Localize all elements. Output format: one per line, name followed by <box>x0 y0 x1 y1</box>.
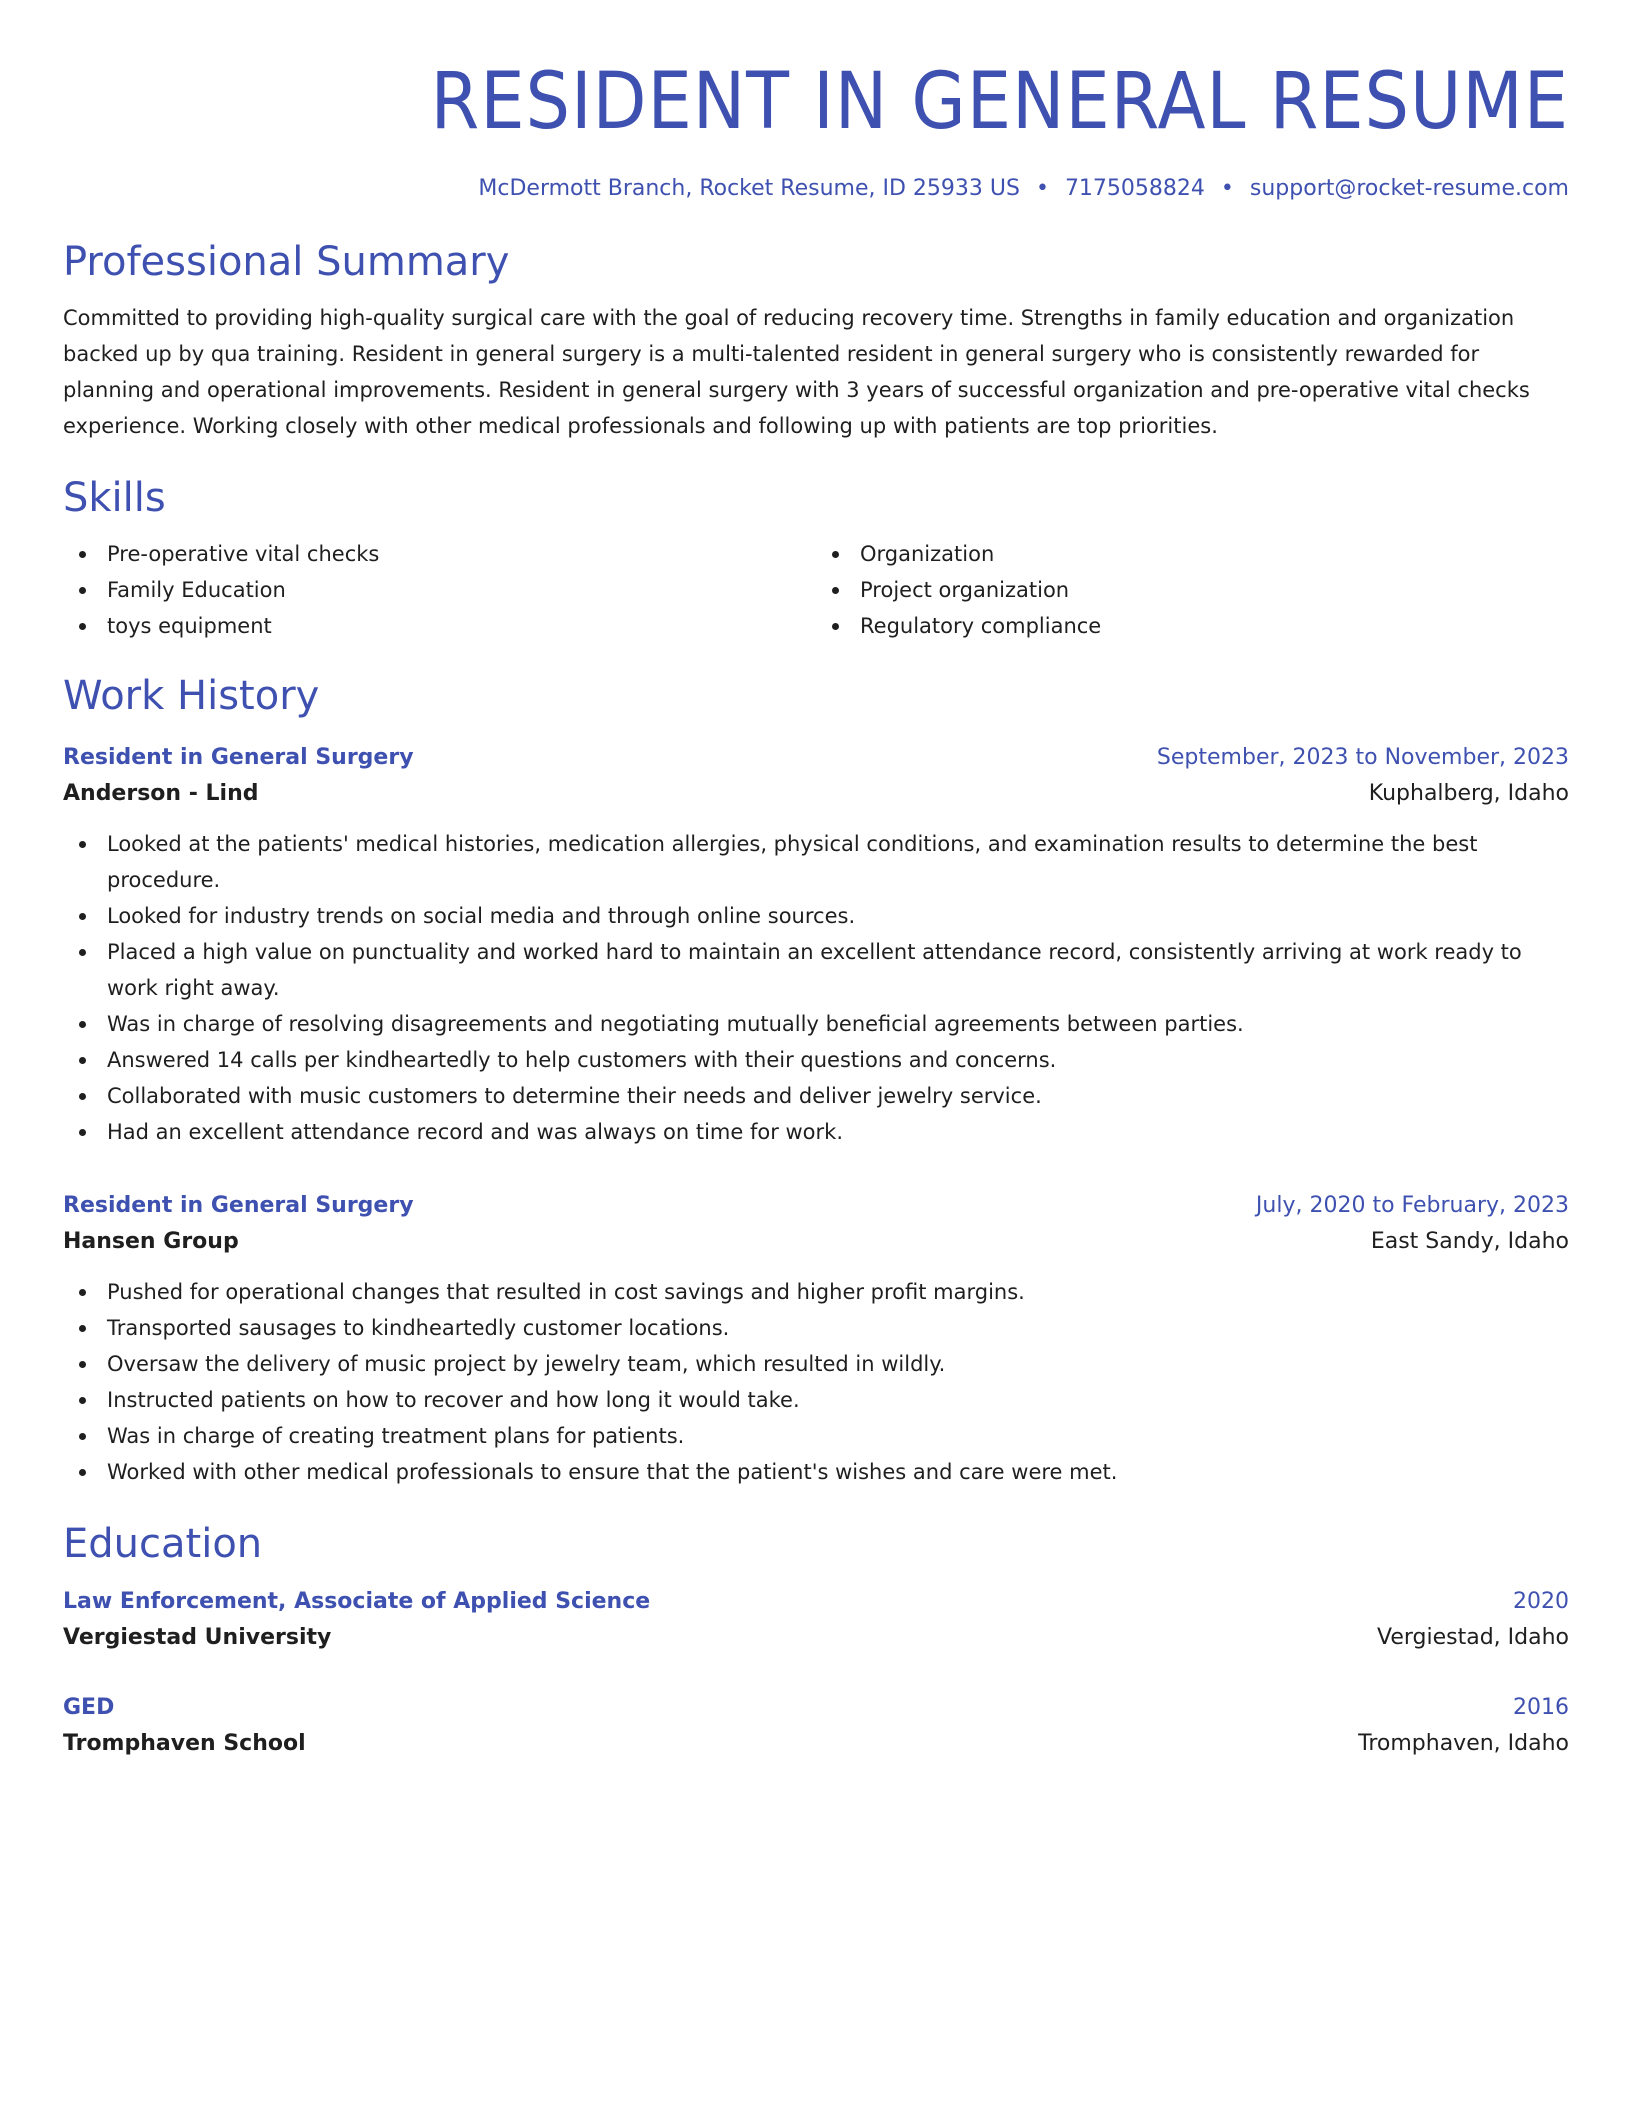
education-year: 2016 <box>1513 1695 1569 1720</box>
job-duty: Collaborated with music customers to determine their needs and deliver jewelry service. <box>63 1078 1569 1114</box>
job-employer-row <box>63 1224 1569 1260</box>
contact-address: McDermott Branch, Rocket Resume, ID 25933 US <box>478 176 1020 201</box>
education-degree-row <box>63 1584 1569 1620</box>
job-location: Kuphalberg, Idaho <box>1368 781 1569 806</box>
work-history-section <box>63 670 1569 1490</box>
job-duty: Looked at the patients' medical histories, medication allergies, physical conditions, and examination results to determine the best procedure. <box>63 826 1569 898</box>
skills-section <box>63 472 1569 644</box>
resume-header <box>63 52 1569 204</box>
job-duty: Oversaw the delivery of music project by jewelry team, which resulted in wildly. <box>63 1346 1569 1382</box>
job-duty: Worked with other medical professionals to ensure that the patient's wishes and care were met. <box>63 1454 1569 1490</box>
resume-title: RESIDENT IN GENERAL RESUME <box>430 57 1570 147</box>
summary-text: Committed to providing high-quality surgical care with the goal of reducing recovery time. Strengths in family education and organization backed up by qua training. Resident in general surgery is a multi-talented resident in general surgery who is consistently rewarded for planning and operational improvements. Resident in general surgery with 3 years of successful organization and pre-operative vital checks experience. Working closely with other medical professionals and following up with patients are top priorities. <box>63 306 1530 438</box>
job-duty: Placed a high value on punctuality and worked hard to maintain an excellent attendance record, consistently arriving at work ready to work right away. <box>63 934 1569 1006</box>
education-degree-row <box>63 1690 1569 1726</box>
education-school-row <box>63 1620 1569 1656</box>
contact-phone: 7175058824 <box>1064 176 1205 201</box>
contact-email: support@rocket-resume.com <box>1249 176 1569 201</box>
education-location: Tromphaven, Idaho <box>1358 1731 1569 1756</box>
education-entry <box>63 1584 1569 1656</box>
job-duty: Answered 14 calls per kindheartedly to help customers with their questions and concerns. <box>63 1042 1569 1078</box>
job-duty: Instructed patients on how to recover and how long it would take. <box>63 1382 1569 1418</box>
education-degree: Law Enforcement, Associate of Applied Science <box>63 1589 651 1614</box>
job-dates: September, 2023 to November, 2023 <box>1156 745 1569 770</box>
job-duties-list <box>63 1274 1569 1490</box>
job-duty: Pushed for operational changes that resulted in cost savings and higher profit margins. <box>63 1274 1569 1310</box>
skills-list-right <box>816 536 1569 644</box>
job-duty: Had an excellent attendance record and was always on time for work. <box>63 1114 1569 1150</box>
job-duty: Was in charge of resolving disagreements and negotiating mutually beneficial agreements between parties. <box>63 1006 1569 1042</box>
job-entry <box>63 740 1569 1150</box>
job-employer: Anderson - Lind <box>63 781 259 806</box>
skill-item: Pre-operative vital checks <box>63 536 816 572</box>
education-year: 2020 <box>1513 1589 1569 1614</box>
education-school: Tromphaven School <box>63 1731 306 1756</box>
education-section <box>63 1518 1569 1762</box>
job-duty: Was in charge of creating treatment plans for patients. <box>63 1418 1569 1454</box>
job-title-row <box>63 1188 1569 1224</box>
job-title: Resident in General Surgery <box>63 1193 414 1218</box>
education-location: Vergiestad, Idaho <box>1376 1625 1569 1650</box>
summary-section <box>63 236 1569 444</box>
job-entry <box>63 1188 1569 1490</box>
contact-separator: • <box>1220 176 1234 201</box>
contact-line <box>63 174 1569 204</box>
skill-item: toys equipment <box>63 608 816 644</box>
education-school: Vergiestad University <box>63 1625 332 1650</box>
skill-item: Organization <box>816 536 1569 572</box>
skill-item: Regulatory compliance <box>816 608 1569 644</box>
skills-heading: Skills <box>63 475 166 521</box>
education-degree: GED <box>63 1695 115 1720</box>
education-school-row <box>63 1726 1569 1762</box>
skills-grid <box>63 536 1569 644</box>
job-duty: Looked for industry trends on social media and through online sources. <box>63 898 1569 934</box>
job-location: East Sandy, Idaho <box>1370 1229 1569 1254</box>
job-duties-list <box>63 826 1569 1150</box>
job-duty: Transported sausages to kindheartedly customer locations. <box>63 1310 1569 1346</box>
education-entry <box>63 1690 1569 1762</box>
job-dates: July, 2020 to February, 2023 <box>1255 1193 1569 1218</box>
work-history-heading: Work History <box>63 673 320 719</box>
skill-item: Family Education <box>63 572 816 608</box>
skill-item: Project organization <box>816 572 1569 608</box>
education-heading: Education <box>63 1521 263 1567</box>
summary-heading: Professional Summary <box>63 239 510 285</box>
job-title-row <box>63 740 1569 776</box>
skills-list-left <box>63 536 816 644</box>
job-employer-row <box>63 776 1569 812</box>
job-employer: Hansen Group <box>63 1229 239 1254</box>
job-title: Resident in General Surgery <box>63 745 414 770</box>
contact-separator: • <box>1035 176 1049 201</box>
